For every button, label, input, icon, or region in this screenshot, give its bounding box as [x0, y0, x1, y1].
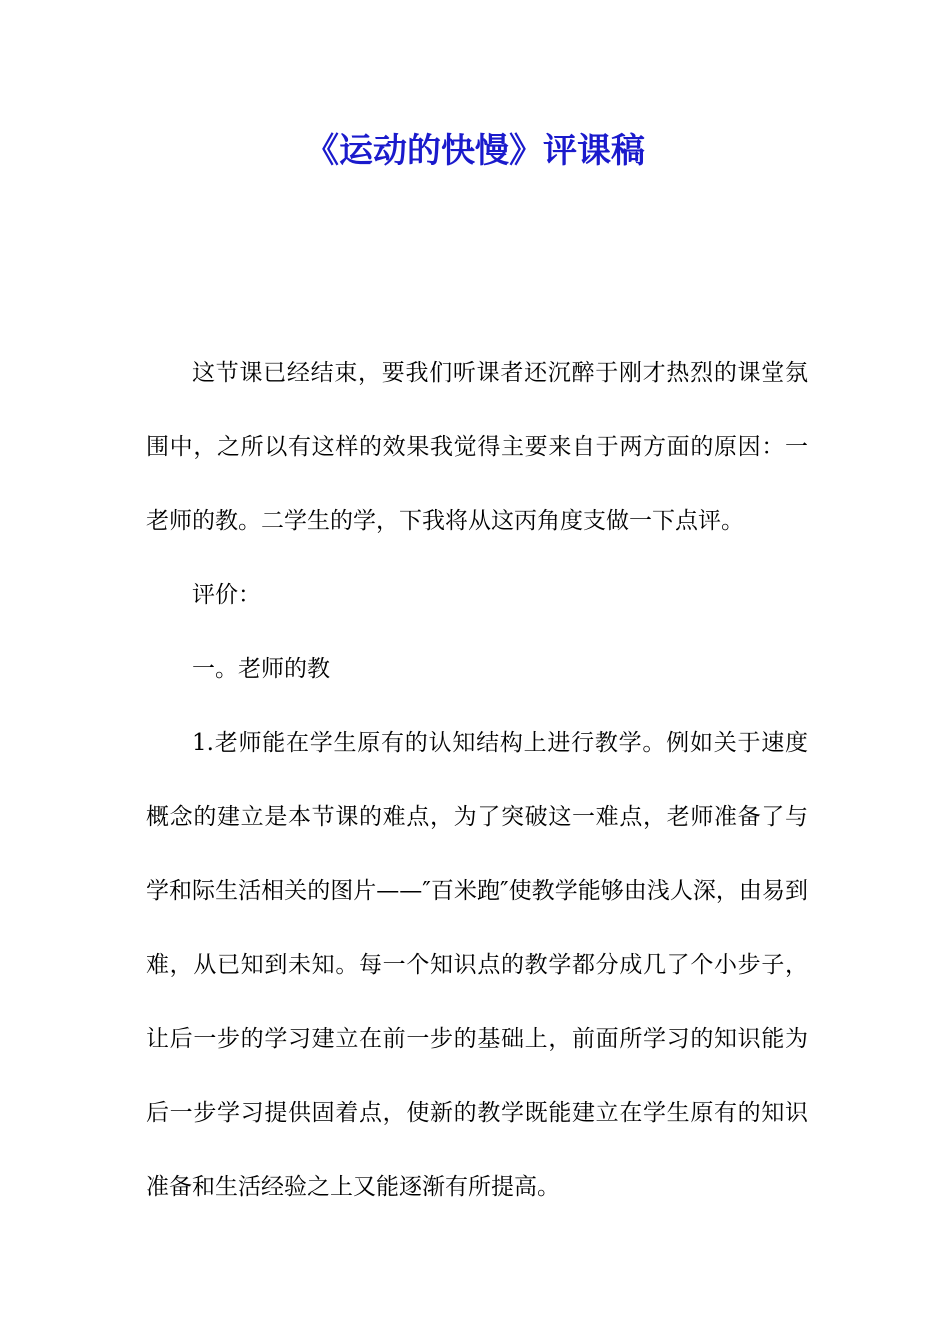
paragraph-point-1: 1.老师能在学生原有的认知结构上进行教学。例如关于速度概念的建立是本节课的难点，为了突破这一难点，老师准备了与学和际生活相关的图片——″百米跑″使教学能够由浅人深，由易到难，从已知到未知。每一个知识点的教学都分成几了个小步子，让后一步的学习建立在前一步的基础上，前面所学习的知识能为后一步学习提供固着点，使新的教学既能建立在学生原有的知识准备和生活经验之上又能逐渐有所提高。: [146, 730, 808, 1200]
paragraph-evaluation-heading: 评价：: [192, 582, 261, 608]
document-title: 《运动的快慢》评课稿: [305, 131, 645, 171]
paragraph-intro: 这节课已经结束，要我们听课者还沉醉于刚才热烈的课堂氛围中，之所以有这样的效果我觉得主要来自于两方面的原因：一老师的教。二学生的学，下我将从这丙角度支做一下点评。: [146, 360, 808, 534]
document-body: [146, 336, 808, 1224]
paragraph-section-heading: 一。老师的教: [192, 656, 330, 682]
